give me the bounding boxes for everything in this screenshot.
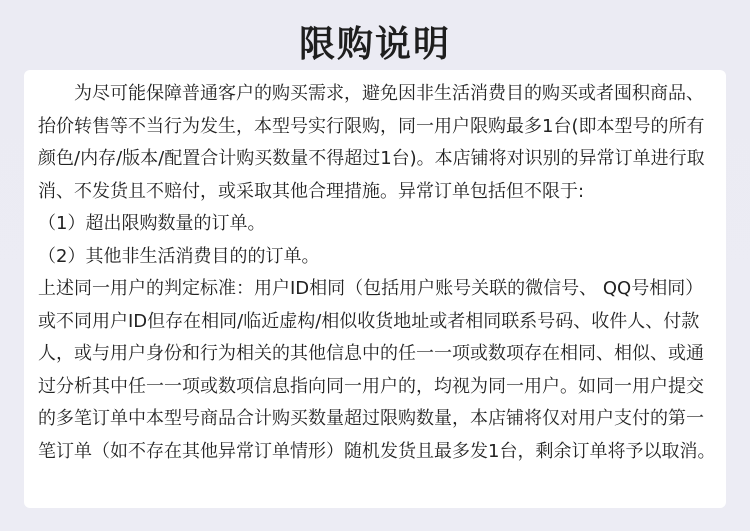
notice-content [38, 78, 718, 468]
list-item: （2）其他非生活消费目的的订单。 [38, 245, 320, 267]
list-item: （1）超出限购数量的订单。 [38, 213, 266, 234]
intro-paragraph: 为尽可能保障普通客户的购买需求，避免因非生活消费目的购买或者囤积商品、抬价转售等不当行为发生，本型号实行限购，同一用户限购最多1台(即本型号的所有颜色/内存/版本/配置合计购买数量不得超过1台)。本店铺将对识别的异常订单进行取消、不发货且不赔付，或采取其他合理措施。异常订单包括但不限于: [38, 83, 705, 202]
criteria-paragraph: 上述同一用户的判定标准：用户ID相同（包括用户账号关联的微信号、 QQ号相同）或不同用户ID但存在相同/临近虚构/相似收货地址或者相同联系号码、收件人、付款人，或与用户身份和行为相关的其他信息中的任一一项或数项存在相同、相似、或通过分析其中任一一项或数项信息指向同一用户的，均视为同一用户。如同一用户提交的多笔订单中本型号商品合计购买数量超过限购数量，本店铺将仅对用户支付的第一笔订单（如不存在其他异常订单情形）随机发货且最多发1台，剩余订单将予以取消。 [38, 278, 716, 462]
page-title: 限购说明 [298, 24, 451, 65]
notice-card [24, 70, 726, 508]
